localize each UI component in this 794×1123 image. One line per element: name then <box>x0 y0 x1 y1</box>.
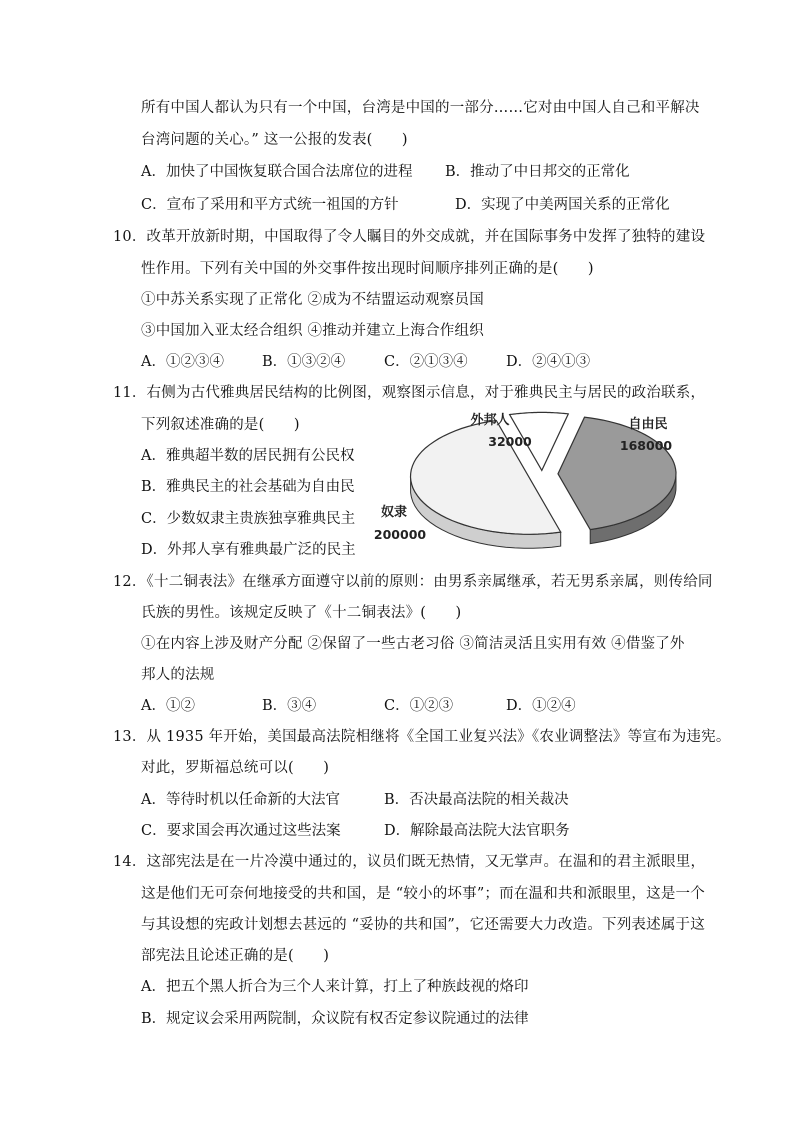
q14-option-b: B．规定议会采用两院制，众议院有权否定参议院通过的法律 <box>141 1011 529 1027</box>
q14-stem-line-2: 这是他们无可奈何地接受的共和国，是 “较小的坏事”；而在温和共和派眼里，这是一个 <box>141 886 705 902</box>
q10-option-b: B．①③②④ <box>262 354 346 370</box>
q12-stem-line-1: 12．《十二铜表法》在继承方面遵守以前的原则：由男系亲属继承，若无男系亲属，则传给同 <box>113 574 713 590</box>
q10-stem-line-2: 性作用。下列有关中国的外交事件按出现时间顺序排列正确的是( ) <box>141 261 594 277</box>
q11-option-d: D．外邦人享有雅典最广泛的民主 <box>141 542 356 558</box>
q9-stem-line-2: 台湾问题的关心。” 这一公报的发表( ) <box>141 132 408 148</box>
q12-item-line-2: 邦人的法规 <box>141 667 215 683</box>
q11-option-a: A．雅典超半数的居民拥有公民权 <box>141 448 355 464</box>
q13-option-b: B．否决最高法院的相关裁决 <box>384 792 569 808</box>
q14-stem-line-4: 部宪法且论述正确的是( ) <box>141 948 330 964</box>
q11-option-c: C．少数奴隶主贵族独享雅典民主 <box>141 511 356 527</box>
q12-option-b: B．③④ <box>262 698 317 714</box>
q10-option-d: D．②④①③ <box>506 354 591 370</box>
q14-option-a: A．把五个黑人折合为三个人来计算，打上了种族歧视的烙印 <box>141 979 529 995</box>
q12-option-a: A．①② <box>141 698 195 714</box>
q9-option-c: C．宣布了采用和平方式统一祖国的方针 <box>141 197 399 213</box>
q9-option-d: D．实现了中美两国关系的正常化 <box>455 197 670 213</box>
pie-label-category-2: 奴隶 <box>380 505 408 520</box>
pie-label-category-0: 外邦人 <box>470 413 510 428</box>
q12-option-d: D．①②④ <box>506 698 576 714</box>
q12-item-line-1: ①在内容上涉及财产分配 ②保留了一些古老习俗 ③简洁灵活且实用有效 ④借鉴了外 <box>141 636 685 652</box>
q12-stem-line-2: 氏族的男性。该规定反映了《十二铜表法》( ) <box>141 605 462 621</box>
q11-option-b: B．雅典民主的社会基础为自由民 <box>141 479 355 495</box>
q10-stem-line-1: 10．改革开放新时期，中国取得了令人瞩目的外交成就，并在国际事务中发挥了独特的建设 <box>113 229 706 245</box>
q10-item-line-1: ①中苏关系实现了正常化 ②成为不结盟运动观察员国 <box>141 292 484 308</box>
pie-label-value-0: 32000 <box>488 434 532 449</box>
q9-option-a: A．加快了中国恢复联合国合法席位的进程 <box>141 164 413 180</box>
q10-option-a: A．①②③④ <box>141 354 224 370</box>
q11-stem-line-1: 11．右侧为古代雅典居民结构的比例图，观察图示信息，对于雅典民主与居民的政治联系， <box>113 385 706 401</box>
residents-pie-chart <box>372 408 702 556</box>
q9-stem-line-1: 所有中国人都认为只有一个中国，台湾是中国的一部分……它对由中国人自己和平解决 <box>141 100 700 116</box>
pie-label-value-1: 168000 <box>619 438 673 453</box>
q11-stem-line-2: 下列叙述准确的是( ) <box>141 417 300 433</box>
q13-option-a: A．等待时机以任命新的大法官 <box>141 792 340 808</box>
pie-label-value-2: 200000 <box>373 527 427 542</box>
q9-option-b: B．推动了中日邦交的正常化 <box>445 164 630 180</box>
q10-item-line-2: ③中国加入亚太经合组织 ④推动并建立上海合作组织 <box>141 323 484 339</box>
q12-option-c: C．①②③ <box>384 698 454 714</box>
q13-stem-line-2: 对此，罗斯福总统可以( ) <box>141 760 330 776</box>
q13-option-d: D．解除最高法院大法官职务 <box>384 823 570 839</box>
pie-label-category-1: 自由民 <box>628 417 668 432</box>
q14-stem-line-3: 与其设想的宪政计划想去甚远的 “妥协的共和国”，它还需要大力改造。下列表述属于这 <box>141 917 705 933</box>
q13-stem-line-1: 13．从 1935 年开始，美国最高法院相继将《全国工业复兴法》《农业调整法》等宣布为违宪。 <box>113 729 731 745</box>
q13-option-c: C．要求国会再次通过这些法案 <box>141 823 341 839</box>
q10-option-c: C．②①③④ <box>384 354 468 370</box>
q14-stem-line-1: 14．这部宪法是在一片冷漠中通过的，议员们既无热情，又无掌声。在温和的君主派眼里， <box>113 854 706 870</box>
